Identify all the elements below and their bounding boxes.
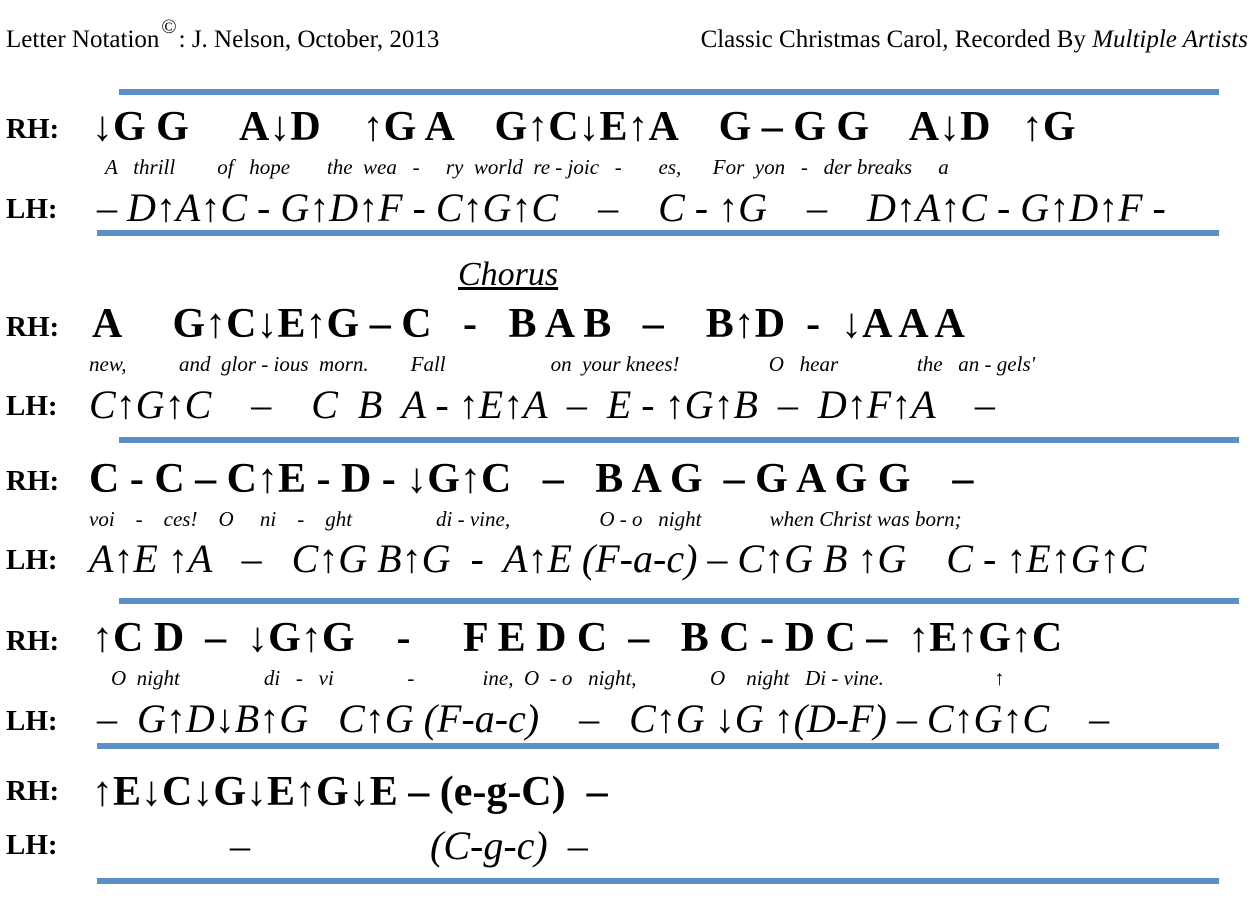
lh-notes-3: A↑E ↑A – C↑G B↑G - A↑E (F-a-c) – C↑G B ↑G C - ↑E↑G↑C	[89, 536, 1147, 581]
lyrics-4: O night di - vi - ine, O - o night, O night Di - vine. ↑	[111, 666, 1005, 690]
rh-label: RH:	[6, 465, 60, 497]
lh-label: LH:	[6, 705, 58, 737]
rh-notes-4: ↑C D – ↓G↑G - F E D C – B C - D C – ↑E↑G↑C	[92, 615, 1063, 661]
rh-label: RH:	[6, 113, 60, 145]
rh-notes-1: ↓G G A↓D ↑G A G↑C↓E↑A G – G G A↓D ↑G	[92, 104, 1076, 150]
lh-label: LH:	[6, 544, 58, 576]
lh-label: LH:	[6, 390, 58, 422]
lyrics-3: voi - ces! O ni - ght di - vine, O - o night when Christ was born;	[89, 507, 962, 531]
lh-label: LH:	[6, 193, 58, 225]
rh-label: RH:	[6, 311, 60, 343]
divider-rule	[97, 743, 1219, 749]
artist-name: Multiple Artists	[1092, 26, 1248, 53]
rh-label: RH:	[6, 775, 60, 807]
lyrics-1: A thrill of hope the wea - ry world re - joic - es, For yon - der breaks a	[105, 155, 949, 179]
divider-rule	[97, 878, 1219, 884]
divider-rule	[119, 437, 1239, 443]
divider-rule	[119, 598, 1239, 604]
lh-notes-4: – G↑D↓B↑G C↑G (F-a-c) – C↑G ↓G ↑(D-F) – C↑G↑C –	[97, 696, 1110, 741]
rh-notes-3: C - C – C↑E - D - ↓G↑C – B A G – G A G G –	[89, 456, 974, 502]
chorus-heading: Chorus	[458, 256, 559, 293]
song-description: Classic Christmas Carol, Recorded By	[700, 26, 1093, 53]
divider-rule	[119, 89, 1219, 95]
lh-notes-1: – D↑A↑C - G↑D↑F - C↑G↑C – C - ↑G – D↑A↑C - G↑D↑F -	[97, 185, 1166, 230]
lh-label: LH:	[6, 829, 58, 861]
lyrics-2: new, and glor - ious morn. Fall on your knees! O hear the an - gels'	[89, 352, 1036, 376]
rh-label: RH:	[6, 625, 60, 657]
rh-notes-2: A G↑C↓E↑G – C - B A B – B↑D - ↓A A A	[92, 301, 965, 347]
lh-notes-2: C↑G↑C – C B A - ↑E↑A – E - ↑G↑B – D↑F↑A –	[89, 382, 995, 427]
rh-notes-5: ↑E↓C↓G↓E↑G↓E – (e-g-C) –	[92, 769, 608, 815]
copyright-symbol: ©	[161, 16, 177, 38]
header-left	[6, 16, 440, 54]
lh-notes-5: – (C-g-c) –	[170, 823, 588, 868]
author-date: : J. Nelson, October, 2013	[178, 26, 440, 53]
header-right	[701, 26, 1248, 54]
notation-title: Letter Notation	[6, 26, 160, 53]
